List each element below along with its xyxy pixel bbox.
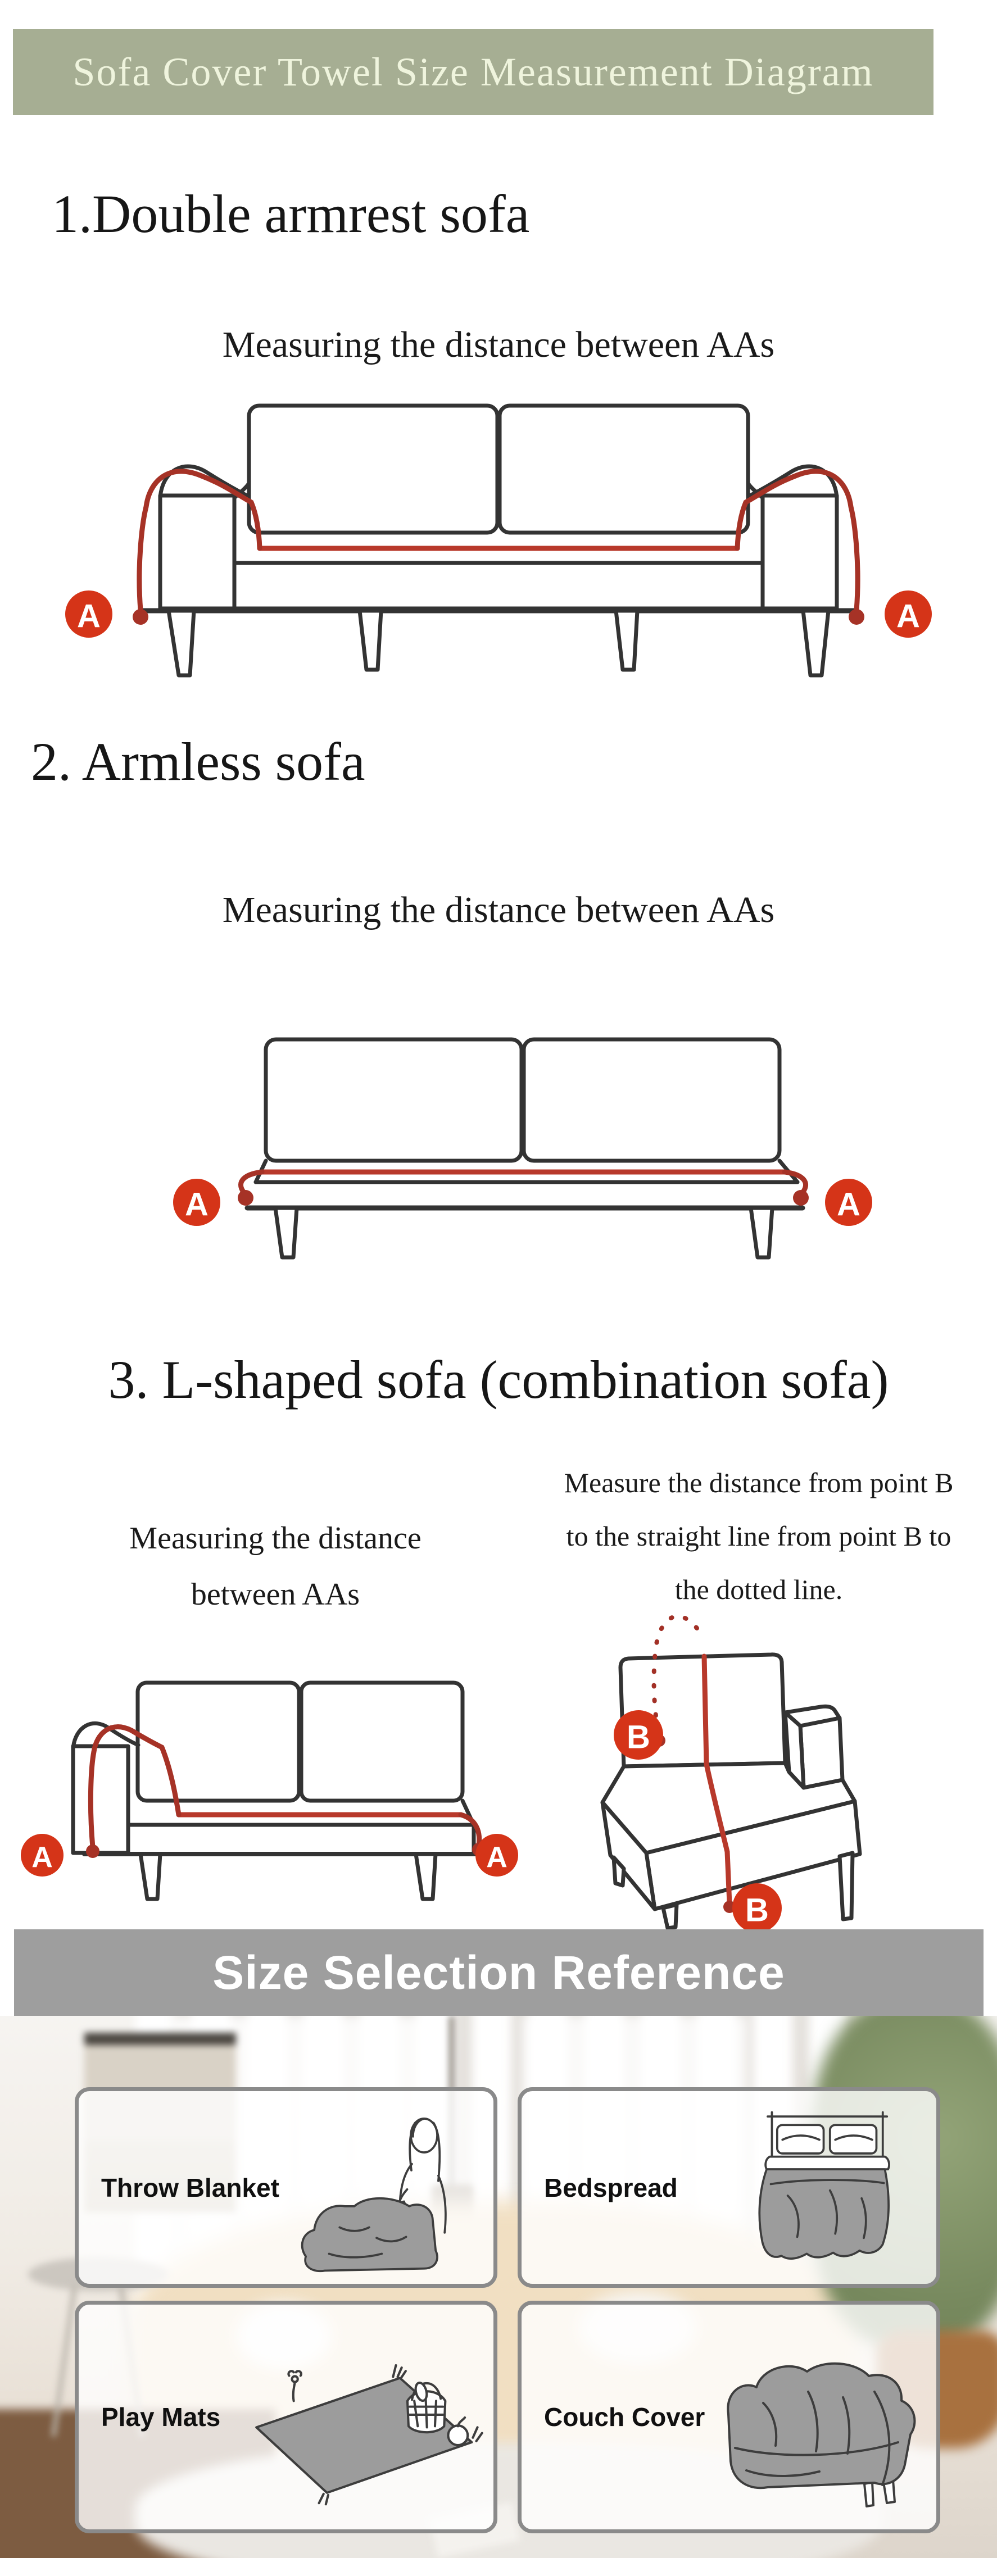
play-mat-illustration	[225, 2316, 489, 2518]
blanket-shape	[302, 2198, 437, 2270]
sofa-leg	[840, 1853, 853, 1919]
sofa-back-cushion	[301, 1683, 463, 1801]
bedspread-illustration	[707, 2101, 932, 2275]
section3-right-caption	[534, 1456, 984, 1616]
marker-a-label: A	[31, 1841, 53, 1874]
sofa-leg	[360, 611, 381, 670]
caption-line: between AAs	[191, 1577, 360, 1612]
card-bedspread	[518, 2087, 940, 2288]
caption-line: Measure the distance from point B	[564, 1467, 954, 1498]
rope-end-dot	[133, 609, 148, 625]
sofa-armrest-left	[160, 496, 234, 608]
page-title: Sofa Cover Towel Size Measurement Diagram	[72, 49, 874, 94]
double-armrest-sofa-diagram	[0, 388, 997, 702]
card-throw-blanket	[75, 2087, 497, 2288]
measuring-rope-right	[461, 1815, 479, 1845]
size-reference-banner	[14, 1929, 984, 2016]
sofa-leg	[616, 611, 637, 670]
sofa-leg	[803, 611, 828, 675]
sofa-back-cushion	[266, 1039, 522, 1161]
section2-caption: Measuring the distance between AAs	[222, 889, 775, 930]
rope-end-dot	[793, 1190, 809, 1206]
couch-cover-illustration	[696, 2321, 932, 2513]
armless-sofa-diagram	[0, 978, 997, 1292]
card-label: Throw Blanket	[101, 2173, 279, 2202]
rope-end-dot	[849, 609, 864, 625]
marker-a-label: A	[837, 1186, 860, 1223]
card-couch-cover	[518, 2301, 940, 2533]
sofa-leg	[663, 1905, 677, 1928]
sofa-back-cushion	[500, 406, 748, 533]
caption-line: to the straight line from point B to	[566, 1520, 951, 1552]
sofa-leg	[275, 1208, 297, 1257]
sofa-back-cushion	[524, 1039, 780, 1161]
marker-a-label: A	[185, 1186, 209, 1223]
sofa-back-cushion	[249, 406, 497, 533]
rope-end-dot	[86, 1844, 99, 1858]
card-label: Couch Cover	[544, 2402, 705, 2432]
section1-heading: 1.Double armrest sofa	[52, 184, 530, 244]
sofa-leg	[416, 1854, 436, 1899]
section3-heading: 3. L-shaped sofa (combination sofa)	[108, 1350, 889, 1410]
sofa-armrest-right	[763, 496, 837, 608]
header-banner	[13, 29, 933, 115]
chaise-armrest	[800, 1718, 842, 1788]
marker-a-label: A	[896, 598, 920, 635]
l-shaped-sofa-chaise-diagram	[562, 1607, 997, 1933]
size-reference-title: Size Selection Reference	[212, 1946, 785, 1999]
card-label: Play Mats	[101, 2402, 221, 2432]
sofa-leg	[751, 1208, 772, 1257]
sofa-leg	[141, 1854, 160, 1899]
marker-b-label: B	[627, 1719, 650, 1756]
marker-b-label: B	[745, 1892, 769, 1929]
size-reference-photo	[0, 2016, 997, 2558]
sofa-back-cushion	[138, 1683, 299, 1801]
section1-caption: Measuring the distance between AAs	[222, 324, 775, 365]
card-play-mats	[75, 2301, 497, 2533]
l-shaped-sofa-front-diagram	[0, 1652, 562, 1933]
rope-end-dot	[238, 1190, 253, 1206]
throw-blanket-illustration	[264, 2101, 489, 2275]
caption-line: Measuring the distance	[129, 1521, 422, 1556]
marker-a-label: A	[77, 598, 101, 635]
section3-left-caption	[22, 1510, 528, 1623]
caption-line: the dotted line.	[674, 1574, 843, 1605]
section2-heading: 2. Armless sofa	[31, 732, 365, 792]
sofa-leg	[169, 611, 194, 675]
marker-a-label: A	[486, 1841, 507, 1874]
sofa-armrest-left	[73, 1746, 128, 1853]
card-label: Bedspread	[544, 2173, 678, 2202]
